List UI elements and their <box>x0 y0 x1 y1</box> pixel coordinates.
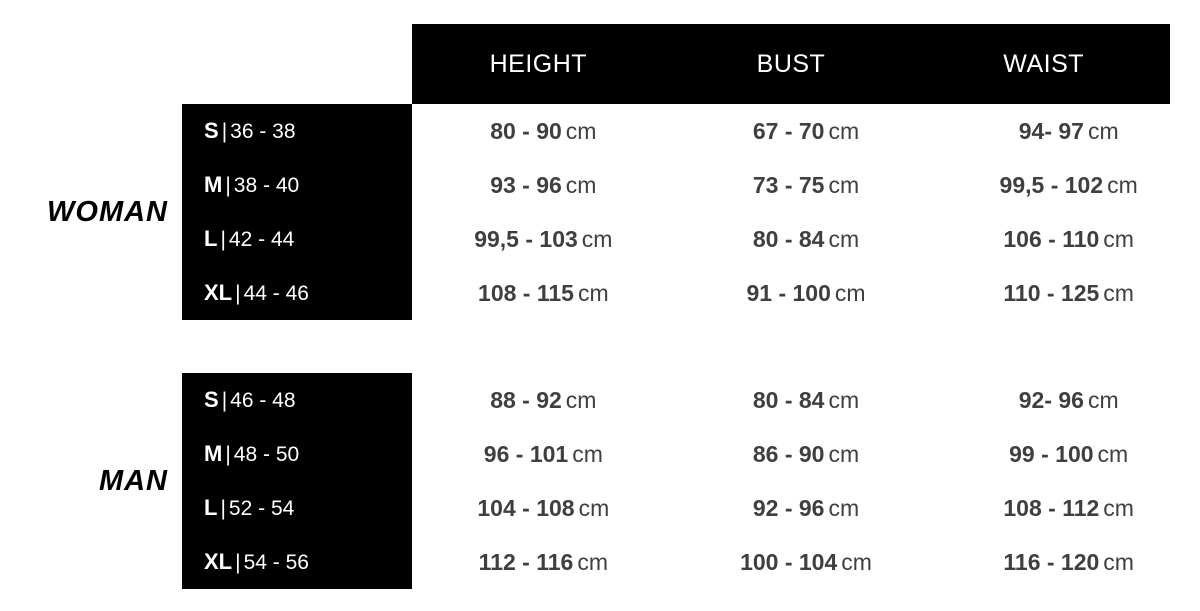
waist-value: 92- 96 <box>1018 386 1084 413</box>
size-eu: 44 - 46 <box>243 282 309 305</box>
size-label: S <box>204 387 219 412</box>
unit-label: cm <box>1103 225 1134 252</box>
waist-value: 110 - 125 <box>1003 279 1100 306</box>
cell-height <box>412 441 675 468</box>
cell-height <box>412 118 675 145</box>
unit-label: cm <box>841 548 872 575</box>
height-value: 99,5 - 103 <box>474 225 578 252</box>
unit-label: cm <box>828 225 860 252</box>
size-separator: | <box>225 174 231 197</box>
unit-label: cm <box>828 440 860 467</box>
cell-size <box>182 495 412 521</box>
waist-value: 99 - 100 <box>1009 440 1094 467</box>
bust-value: 67 - 70 <box>752 117 825 144</box>
cell-height <box>412 495 675 522</box>
size-eu: 42 - 44 <box>228 228 295 251</box>
unit-label: cm <box>834 279 866 306</box>
size-separator: | <box>221 389 228 412</box>
size-rows-man <box>182 373 1200 589</box>
cell-size <box>182 118 412 144</box>
group-label-woman: WOMAN <box>47 195 168 228</box>
cell-size <box>182 441 412 467</box>
cell-bust <box>675 118 938 145</box>
waist-value: 108 - 112 <box>1003 494 1100 521</box>
size-separator: | <box>220 228 226 251</box>
cell-bust <box>675 495 938 522</box>
unit-label: cm <box>1107 171 1138 198</box>
cell-waist <box>937 172 1200 199</box>
size-eu: 46 - 48 <box>230 389 296 412</box>
size-separator: | <box>235 551 241 574</box>
size-group-woman <box>0 104 1200 320</box>
bust-value: 92 - 96 <box>752 494 825 521</box>
table-row <box>182 266 1200 320</box>
unit-label: cm <box>1087 386 1119 413</box>
unit-label: cm <box>1087 117 1119 144</box>
unit-label: cm <box>1103 494 1134 521</box>
waist-value: 94- 97 <box>1018 117 1084 144</box>
column-header-bust: BUST <box>756 49 826 78</box>
table-row <box>182 427 1200 481</box>
size-eu: 54 - 56 <box>243 551 309 574</box>
unit-label: cm <box>572 440 603 467</box>
table-row <box>182 104 1200 158</box>
cell-size <box>182 387 412 413</box>
height-value: 108 - 115 <box>478 279 574 306</box>
size-separator: | <box>235 282 241 305</box>
unit-label: cm <box>1103 279 1134 306</box>
waist-value: 116 - 120 <box>1003 548 1100 575</box>
cell-waist <box>937 280 1200 307</box>
bust-value: 100 - 104 <box>740 548 838 575</box>
unit-label: cm <box>828 494 860 521</box>
size-separator: | <box>220 497 226 520</box>
table-row <box>182 481 1200 535</box>
table-row <box>182 158 1200 212</box>
cell-height <box>412 280 675 307</box>
table-row <box>182 373 1200 427</box>
cell-size <box>182 280 412 306</box>
unit-label: cm <box>1103 548 1134 575</box>
cell-height <box>412 387 675 414</box>
bust-value: 91 - 100 <box>746 279 831 306</box>
waist-value: 106 - 110 <box>1003 225 1100 252</box>
unit-label: cm <box>577 279 609 306</box>
bust-value: 80 - 84 <box>752 386 825 413</box>
size-label: XL <box>204 280 233 305</box>
cell-height <box>412 226 675 253</box>
table-header-row <box>412 24 1170 104</box>
unit-label: cm <box>581 225 613 252</box>
height-value: 104 - 108 <box>477 494 575 521</box>
cell-bust <box>675 280 938 307</box>
cell-waist <box>937 226 1200 253</box>
size-eu: 52 - 54 <box>228 497 295 520</box>
cell-waist <box>937 387 1200 414</box>
size-label: XL <box>204 549 233 574</box>
column-header-height: HEIGHT <box>489 49 588 78</box>
unit-label: cm <box>578 494 610 521</box>
size-group-man <box>0 373 1200 589</box>
size-eu: 36 - 38 <box>230 120 296 143</box>
cell-bust <box>675 549 938 576</box>
cell-waist <box>937 118 1200 145</box>
bust-value: 73 - 75 <box>752 171 825 198</box>
unit-label: cm <box>565 386 597 413</box>
cell-bust <box>675 387 938 414</box>
size-label: M <box>204 172 223 197</box>
height-value: 88 - 92 <box>490 386 562 413</box>
table-row <box>182 535 1200 589</box>
cell-waist <box>937 441 1200 468</box>
unit-label: cm <box>828 386 860 413</box>
size-label: L <box>204 226 218 251</box>
unit-label: cm <box>828 171 860 198</box>
size-separator: | <box>221 120 228 143</box>
cell-bust <box>675 172 938 199</box>
group-label-man: MAN <box>98 464 168 497</box>
waist-value: 99,5 - 102 <box>999 171 1104 198</box>
size-eu: 48 - 50 <box>233 443 300 466</box>
size-label: L <box>204 495 218 520</box>
cell-bust <box>675 441 938 468</box>
column-header-waist: WAIST <box>1003 49 1085 78</box>
size-separator: | <box>225 443 231 466</box>
bust-value: 80 - 84 <box>752 225 825 252</box>
size-label: M <box>204 441 223 466</box>
cell-size <box>182 549 412 575</box>
size-label: S <box>204 118 219 143</box>
unit-label: cm <box>565 171 597 198</box>
unit-label: cm <box>577 548 608 575</box>
height-value: 80 - 90 <box>490 117 562 144</box>
cell-size <box>182 172 412 198</box>
size-rows-woman <box>182 104 1200 320</box>
unit-label: cm <box>565 117 597 144</box>
cell-height <box>412 172 675 199</box>
height-value: 112 - 116 <box>478 548 574 575</box>
cell-size <box>182 226 412 252</box>
height-value: 93 - 96 <box>490 171 562 198</box>
height-value: 96 - 101 <box>483 440 569 467</box>
size-eu: 38 - 40 <box>233 174 300 197</box>
unit-label: cm <box>828 117 860 144</box>
bust-value: 86 - 90 <box>752 440 825 467</box>
cell-height <box>412 549 675 576</box>
unit-label: cm <box>1097 440 1129 467</box>
cell-waist <box>937 495 1200 522</box>
cell-waist <box>937 549 1200 576</box>
cell-bust <box>675 226 938 253</box>
table-row <box>182 212 1200 266</box>
